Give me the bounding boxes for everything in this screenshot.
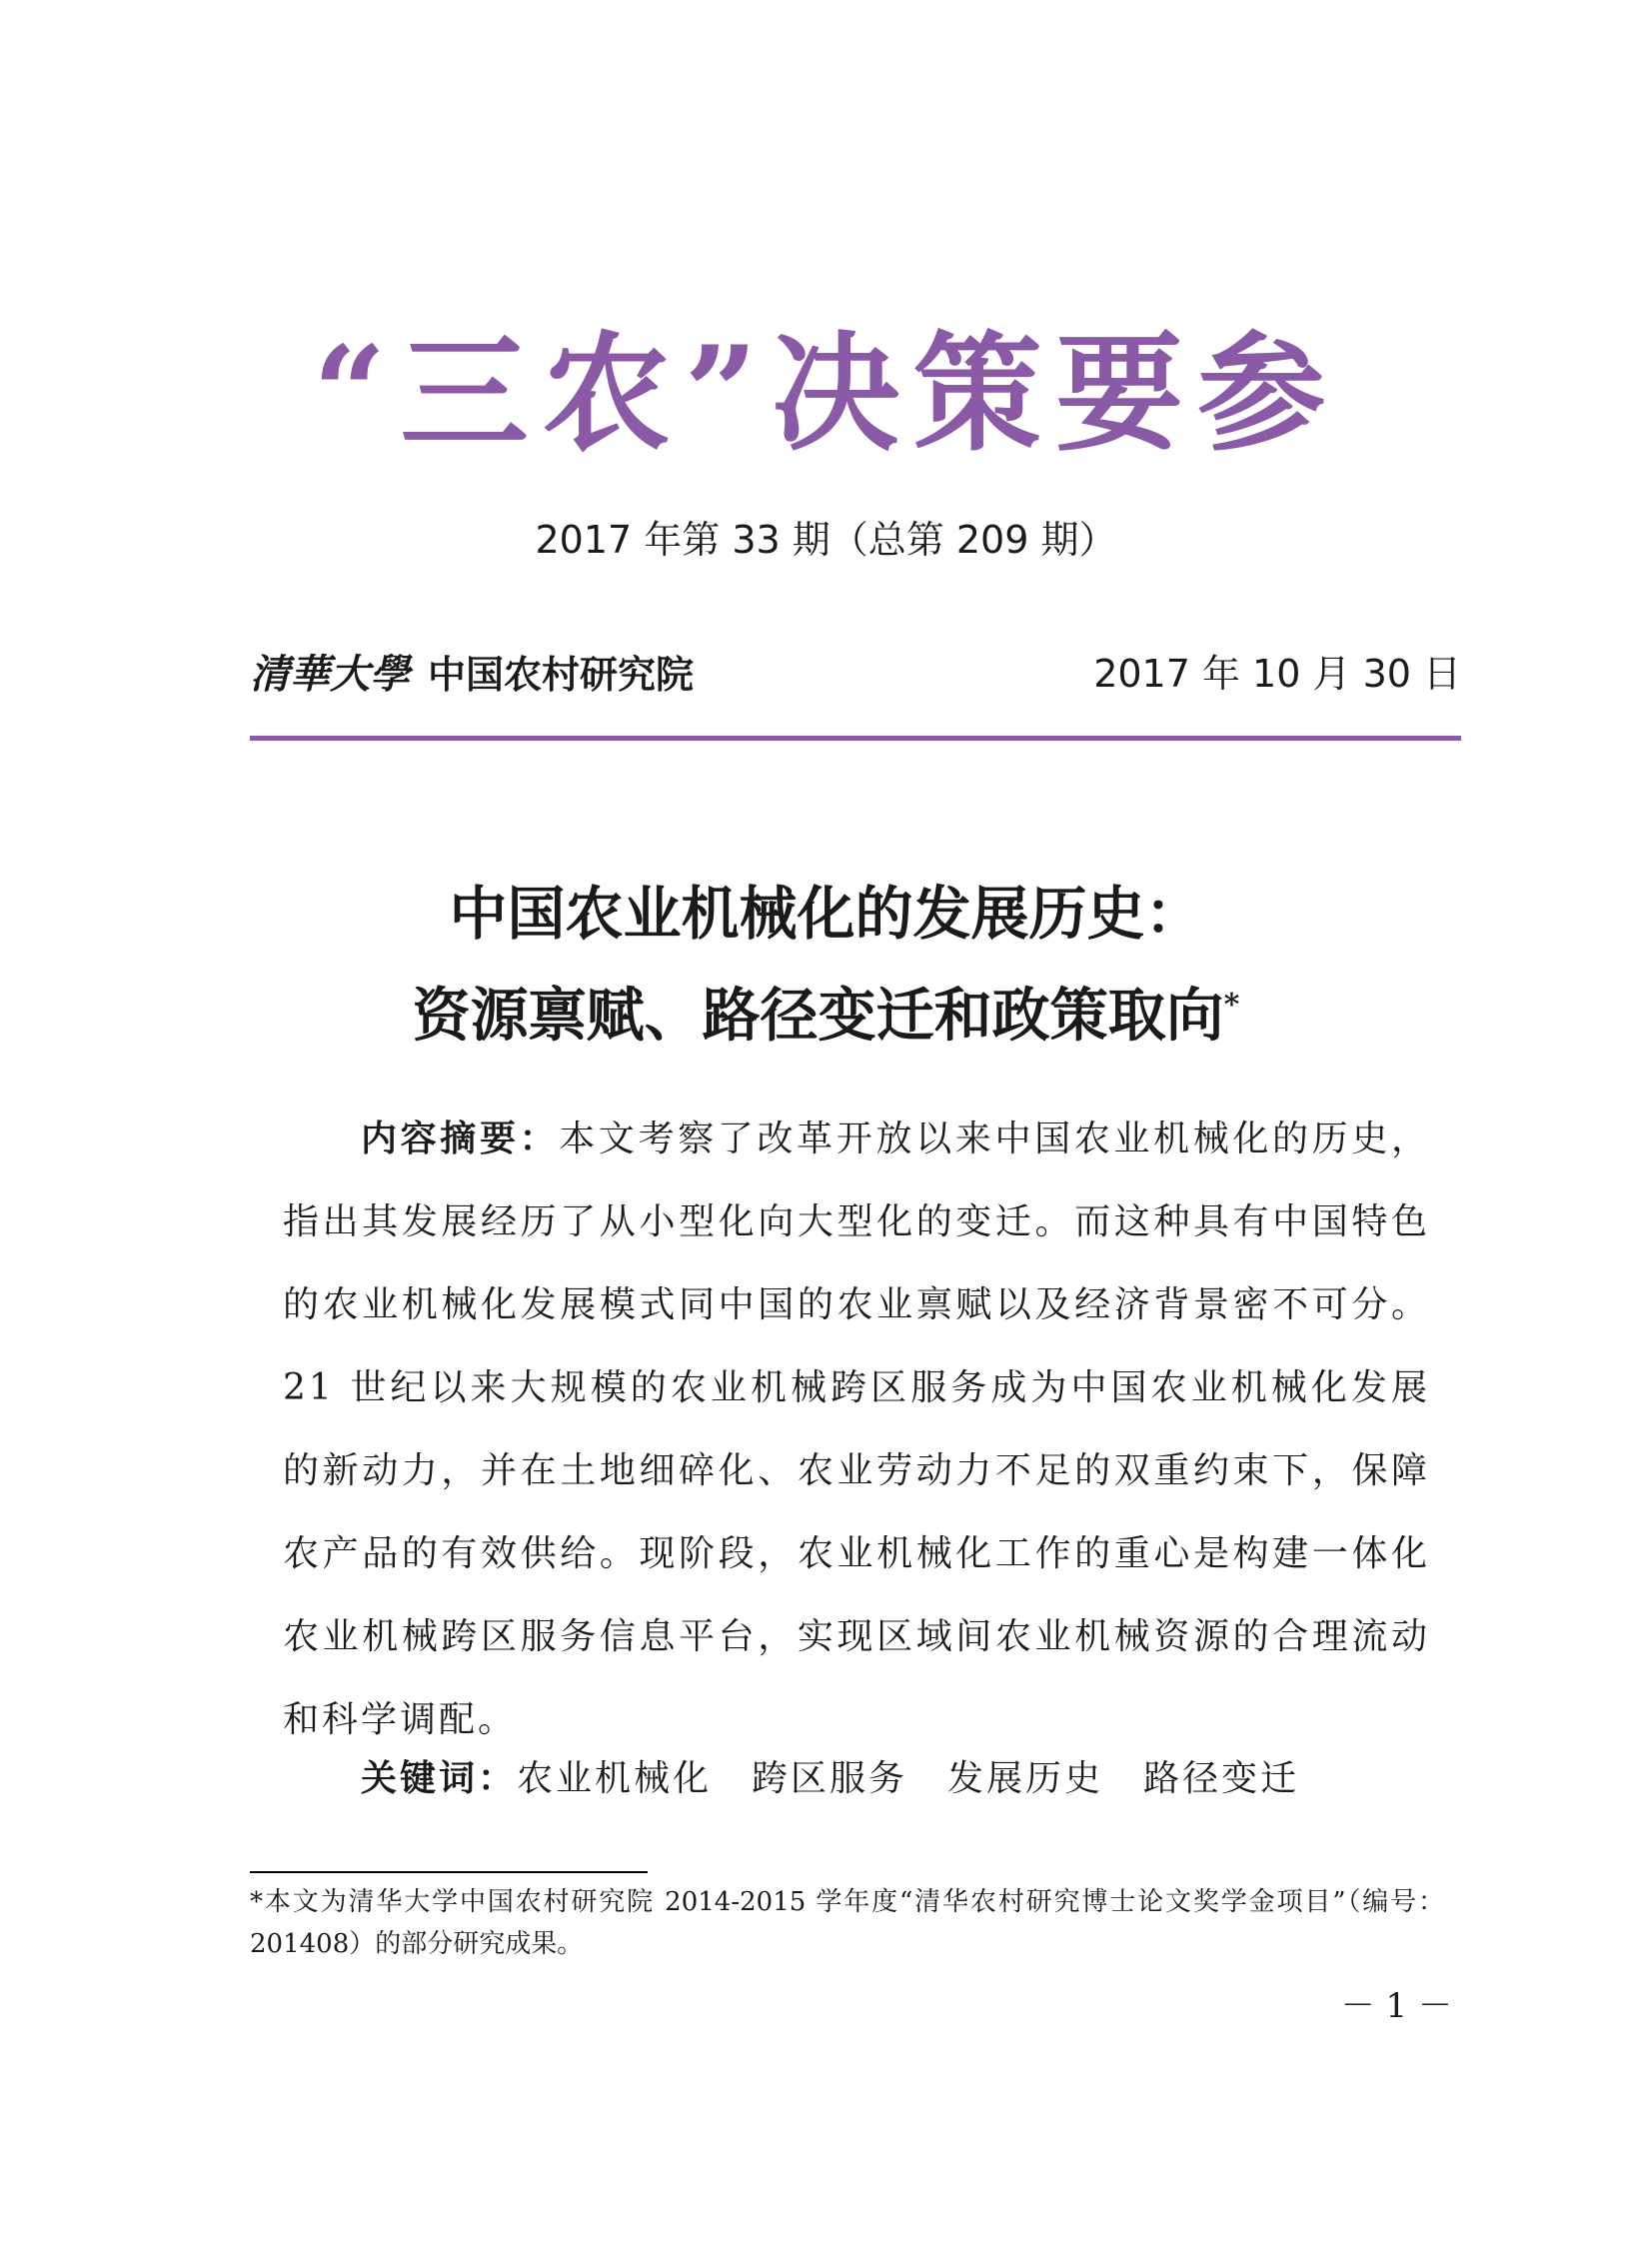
keywords-label: 关键词： [361, 1758, 518, 1799]
footnote-divider [250, 1871, 648, 1873]
article-title-line-1: 中国农业机械化的发展历史： [449, 880, 1203, 948]
abstract [283, 1098, 1430, 1761]
publisher-name [250, 651, 695, 698]
article-title-line-2-text: 资源禀赋、路径变迁和政策取向 [412, 981, 1224, 1050]
abstract-label: 内容摘要： [361, 1119, 560, 1159]
abstract-text: 本文考察了改革开放以来中国农业机械化的历史，指出其发展经历了从小型化向大型化的变迁。而这种具有中国特色的农业机械化发展模式同中国的农业禀赋以及经济背景密不可分。21 世纪以来大规模的农业机械跨区服务成为中国农业机械化发展的新动力，并在土地细碎化、农业劳动力不足的双重约束下，保障农产品的有效供给。现阶段，农业机械化工作的重心是构建一体化农业机械跨区服务信息平台，实现区域间农业机械资源的合理流动和科学调配。 [283, 1119, 1430, 1740]
keywords [361, 1758, 1339, 1799]
footnote-marker: * [1223, 988, 1240, 1023]
university-logotype: 清華大學 [250, 651, 410, 698]
header-divider [250, 736, 1461, 741]
keyword-item: 农业机械化 [517, 1758, 713, 1799]
keyword-item: 路径变迁 [1143, 1758, 1300, 1799]
footnote: *本文为清华大学中国农村研究院 2014-2015 学年度“清华农村研究博士论文奖学金项目”（编号：201408）的部分研究成果。 [250, 1887, 1444, 1959]
keyword-item: 跨区服务 [752, 1758, 908, 1799]
article-title [0, 868, 1652, 1061]
page-number: － 1 － [1340, 1986, 1452, 2026]
publisher-header [250, 651, 1461, 715]
keyword-item: 发展历史 [947, 1758, 1104, 1799]
article-title-line-2 [0, 960, 1652, 1061]
publication-date: 2017 年 10 月 30 日 [1093, 652, 1461, 696]
issue-number: 2017 年第 33 期（总第 209 期） [535, 518, 1117, 562]
masthead-title: “三农”决策要参 [312, 319, 1340, 469]
institute-name: 中国农村研究院 [428, 652, 695, 697]
